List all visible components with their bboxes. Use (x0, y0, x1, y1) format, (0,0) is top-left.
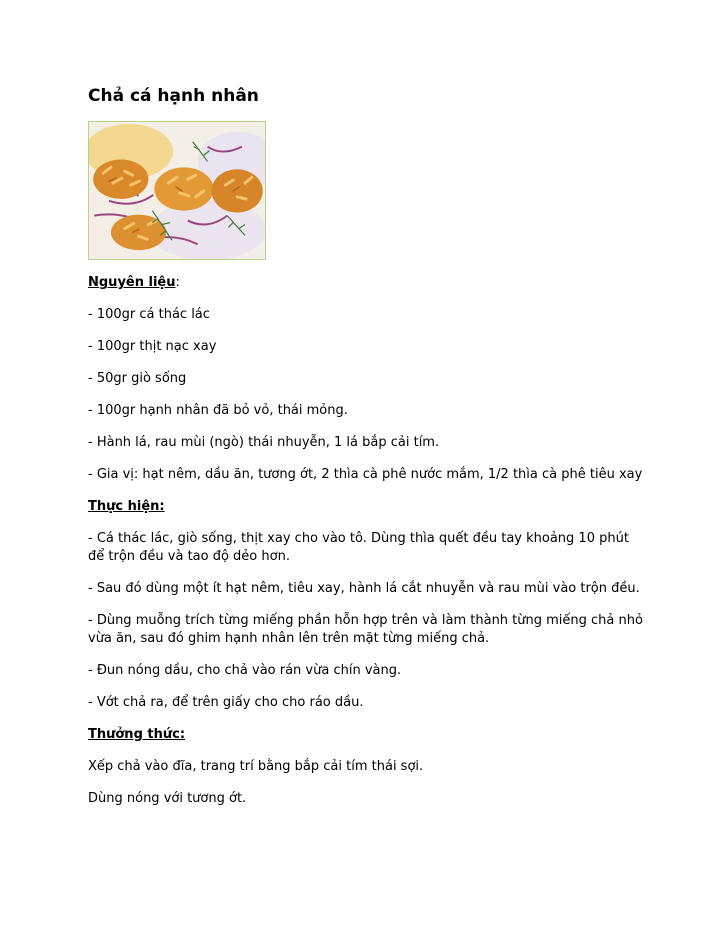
ingredient-item: - Gia vị: hạt nêm, dầu ăn, tương ớt, 2 thìa cà phê nước mắm, 1/2 thìa cà phê tiêu xay (88, 467, 643, 482)
method-step: - Cá thác lác, giò sống, thịt xay cho vào tô. Dùng thìa quết đều tay khoảng 10 phút để trộn đều và tao độ dẻo hơn. (88, 531, 629, 564)
ingredient-item: - 100gr thịt nạc xay (88, 339, 217, 354)
ingredient-item: - 100gr hạnh nhân đã bỏ vỏ, thái mỏng. (88, 403, 348, 418)
ingredient-item: - Hành lá, rau mùi (ngò) thái nhuyễn, 1 lá bắp cải tím. (88, 435, 440, 450)
method-heading (88, 498, 644, 516)
method-step: - Đun nóng dầu, cho chả vào rán vừa chín vàng. (88, 663, 402, 678)
serving-line: Xếp chả vào đĩa, trang trí bằng bắp cải tím thái sợi. (88, 759, 424, 774)
recipe-body (88, 274, 644, 822)
ingredients-heading (88, 274, 644, 292)
serving-heading (88, 726, 644, 744)
method-step: - Dùng muỗng trích từng miếng phần hỗn hợp trên và làm thành từng miếng chả nhỏ vừa ăn, sau đó ghim hạnh nhân lên trên mặt từng miếng chả. (88, 613, 643, 646)
ingredient-item: - 50gr giò sống (88, 371, 187, 386)
ingredient-item: - 100gr cá thác lác (88, 307, 210, 322)
method-step: - Vớt chả ra, để trên giấy cho cho ráo dầu. (88, 695, 364, 710)
method-heading-text: Thực hiện: (88, 499, 165, 514)
method-step: - Sau đó dùng một ít hạt nêm, tiêu xay, hành lá cắt nhuyễn và rau mùi vào trộn đều. (88, 581, 640, 596)
ingredients-heading-text: Nguyên liệu (88, 275, 176, 290)
serving-heading-text: Thưởng thức: (88, 727, 186, 742)
ingredients-heading-colon: : (175, 275, 180, 290)
fish-cake-photo (88, 121, 266, 260)
serving-line: Dùng nóng với tương ớt. (88, 791, 247, 806)
page-title: Chả cá hạnh nhân (88, 86, 259, 106)
